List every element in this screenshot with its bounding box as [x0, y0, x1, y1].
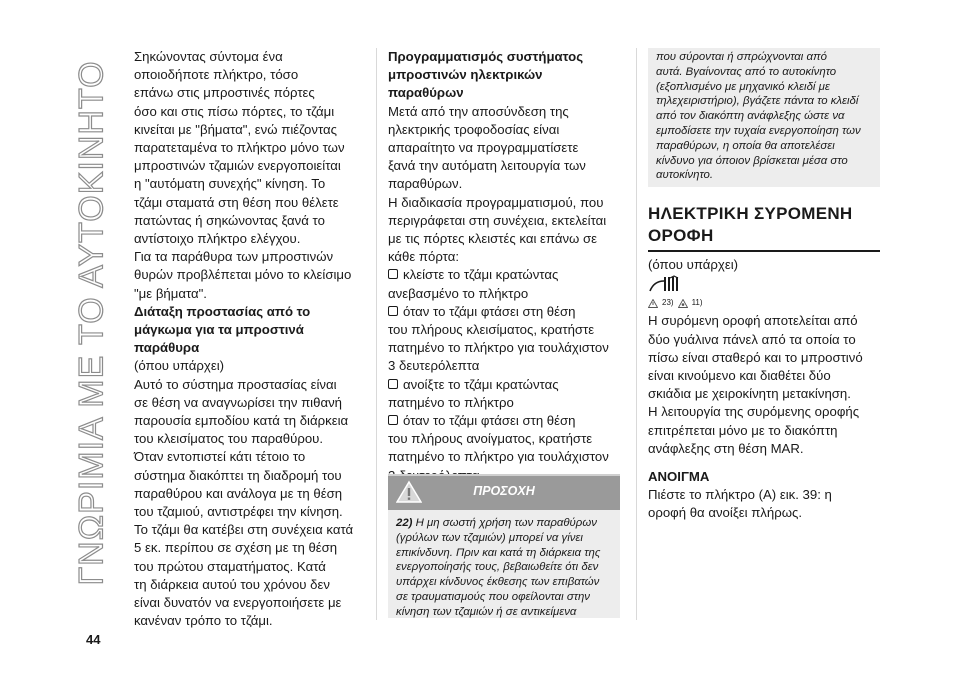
column-3: [648, 48, 880, 523]
chapter-side-title: [72, 48, 112, 598]
text-line: Σηκώνοντας σύντομα ένα: [134, 49, 283, 64]
text-line: εμποδίσετε την τυχαία ενεργοποίηση των: [656, 124, 861, 137]
text-line: Η λειτουργία της συρόμενης οροφής: [648, 404, 860, 420]
text-line: κανέναν τρόπο το τζάμι.: [134, 613, 273, 629]
warning-text: [388, 510, 620, 618]
col1-heading-anti-pinch: [134, 303, 364, 358]
text-line: Πιέστε το πλήκτρο (A) εικ. 39: η: [648, 487, 832, 503]
text-line: επάνω στις μπροστινές πόρτες: [134, 85, 315, 101]
text-line: ΟΡΟΦΗ: [648, 226, 714, 246]
text-line: παραθύρων: [388, 85, 464, 101]
text-line: του τζαμιού, αντιστρέφει την κίνηση.: [134, 504, 343, 520]
text-line: παραθύρου και ανάλογα με τη θέση: [134, 485, 343, 501]
text-line: Το τζάμι θα κατέβει στη συνέχεια κατά: [134, 522, 354, 538]
text-line: Μετά από την αποσύνδεση της: [388, 103, 569, 119]
text-line: ανάφλεξης στη θέση MAR.: [648, 440, 804, 456]
text-line: ΗΛΕΚΤΡΙΚΗ ΣΥΡΟΜΕΝΗ: [648, 204, 853, 224]
cross-references: [648, 296, 880, 310]
text-line: Όταν εντοπιστεί κάτι τέτοιο το: [134, 449, 306, 465]
text-line: αυτά. Βγαίνοντας από το αυτοκίνητο: [656, 65, 837, 78]
warning-line-text: Η μη σωστή χρήση των παραθύρων: [415, 517, 597, 529]
text-line: με τις πόρτες κλειστές και επάνω σε: [388, 231, 598, 247]
text-line: μάγκωμα για τα μπροστινά: [134, 322, 304, 338]
col2-heading-programming: [388, 48, 620, 103]
text-line: (εξοπλισμένο με μηχανικό κλειδί με: [656, 80, 830, 93]
step-item: ανοίξτε το τζάμι κρατώντας: [388, 376, 620, 394]
sunroof-icon: [648, 275, 682, 295]
text-line: θυρών προβλέπεται μόνο το κλείσιμο: [134, 267, 352, 283]
column-divider: [636, 48, 637, 620]
text-line: κινείται με "βήματα", ενώ πιέζοντας: [134, 121, 337, 137]
warning-line: [396, 605, 612, 620]
step-item-continued: του πλήρους ανοίγματος, κρατήστε: [388, 431, 593, 447]
step-item-continued: πατημένο το πλήκτρο: [388, 394, 514, 410]
text-line: όσο και στις πίσω πόρτες, το τζάμι: [134, 103, 335, 119]
warning-continuation: [648, 48, 880, 187]
text-line: (όπου υπάρχει): [134, 358, 225, 374]
text-line: τζάμι σταματά στη θέση που θέλετε: [134, 194, 339, 210]
text-line: μπροστινών ηλεκτρικών: [388, 67, 543, 83]
text-line: παράθυρα: [134, 340, 200, 356]
text-line: πίσω είναι σταθερό και το μπροστινό: [648, 349, 863, 365]
text-line: ξανά την αυτόματη λειτουργία των: [388, 158, 586, 174]
step-item-continued: του πλήρους κλεισίματος, κρατήστε: [388, 322, 595, 338]
col3-paragraph-sunroof: [648, 312, 880, 458]
text-line: παρουσία εμποδίου κατά τη διάρκεια: [134, 413, 349, 429]
text-line: του κλεισίματος του παραθύρου.: [134, 431, 324, 447]
text-line: η "αυτόματη συνεχής" κίνηση. Το: [134, 176, 326, 192]
warning-line-text: σε τραυματισμούς που οφείλονται στην: [396, 590, 590, 603]
warning-number: 22): [396, 517, 416, 529]
text-line: οποιοδήποτε πλήκτρο, τόσο: [134, 67, 299, 83]
warning-header: [388, 476, 620, 510]
warning-line: [396, 531, 612, 546]
warning-line-text: επικίνδυνη. Πριν και κατά τη διάρκεια της: [396, 546, 601, 559]
text-line: παραθύρων.: [388, 176, 463, 192]
text-line: αντίστοιχο πλήκτρο ελέγχου.: [134, 231, 301, 247]
sunroof-icon-row: [648, 274, 880, 296]
text-line: πατώντας ή σηκώνοντας ξανά το: [134, 212, 325, 228]
text-line: ηλεκτρικής τροφοδοσίας είναι: [388, 121, 560, 137]
col2-steps-list: [388, 266, 620, 484]
warning-line: [396, 575, 612, 590]
text-line: που σύρονται ή σπρώχνονται από: [656, 51, 827, 63]
text-line: σύστημα διακόπτει τη διαδρομή του: [134, 467, 342, 483]
text-line: Η συρόμενη οροφή αποτελείται από: [648, 313, 858, 329]
text-line: Προγραμματισμός συστήματος: [388, 49, 584, 64]
column-divider: [376, 48, 377, 620]
step-item-continued: ανεβασμένο το πλήκτρο: [388, 285, 529, 301]
warning-line: [396, 516, 612, 531]
col3-paragraph-opening: [648, 486, 880, 522]
text-line: τη διάρκεια αυτού του χρόνου δεν: [134, 576, 330, 592]
warning-line-text: κίνηση των τζαμιών ή σε αντικείμενα: [396, 605, 577, 618]
text-line: απαραίτητο να προγραμματίσετε: [388, 140, 579, 156]
column-2: [388, 48, 620, 485]
col1-paragraph-anti-pinch: [134, 357, 364, 630]
text-line: "με βήματα".: [134, 285, 207, 301]
step-item: όταν το τζάμι φτάσει στη θέση: [388, 412, 620, 430]
warning-line-text: (γρύλων των τζαμιών) μπορεί να γίνει: [396, 531, 583, 544]
step-item-continued: 3 δευτερόλεπτα: [388, 358, 480, 374]
warning-triangle-small-icon: [648, 299, 658, 308]
text-line: κάθε πόρτα:: [388, 249, 459, 265]
text-line: σε θέση να αναγνωρίσει την πιθανή: [134, 394, 342, 410]
text-line: περιγράφεται στη συνέχεια, εκτελείται: [388, 212, 607, 228]
section-title-sunroof: [648, 203, 880, 252]
text-line: Για τα παράθυρα των μπροστινών: [134, 249, 334, 265]
text-line: είναι δυνατόν να ενεργοποιήσετε με: [134, 595, 342, 611]
text-line: παραθύρων, η οποία θα αποτελέσει: [656, 139, 835, 152]
step-item: όταν το τζάμι φτάσει στη θέση: [388, 303, 620, 321]
subheading-opening: ΑΝΟΙΓΜΑ: [648, 469, 710, 484]
text-line: σκιάδια με χειροκίνητη μετακίνηση.: [648, 386, 851, 402]
text-line: Η διαδικασία προγραμματισμού, που: [388, 194, 604, 210]
step-item-continued: πατημένο το πλήκτρο για τουλάχιστον: [388, 340, 609, 356]
warning-line-text: ενεργοποίησής τους, βεβαιωθείτε ότι δεν: [396, 561, 599, 574]
step-item: κλείστε το τζάμι κρατώντας: [388, 266, 620, 284]
page-number: 44: [86, 632, 101, 647]
text-line: από τον διακόπτη ανάφλεξης ώστε να: [656, 110, 845, 123]
column-1: [134, 48, 364, 631]
chapter-side-title-text: ΓΝΩΡΙΜΙΑ ΜΕ ΤΟ ΑΥΤΟΚΙΝΗΤΟ: [72, 60, 111, 586]
text-line: οροφή θα ανοίξει πλήρως.: [648, 505, 803, 521]
text-line: επιτρέπεται μόνο με το διακόπτη: [648, 422, 838, 438]
text-line: Αυτό το σύστημα προστασίας είναι: [134, 376, 337, 392]
caution-triangle-small-icon: [678, 299, 688, 308]
warning-line-text: υπάρχει κίνδυνος έκθεσης των επιβατών: [396, 576, 600, 589]
warning-line: [396, 546, 612, 561]
text-line: αυτοκίνητο.: [656, 169, 714, 182]
reference-warning: 23): [662, 298, 674, 308]
text-line: τηλεχειριστήριο), βγάζετε πάντα το κλειδί: [656, 95, 859, 108]
text-line: κίνδυνο για όποιον βρίσκεται μέσα στο: [656, 154, 848, 167]
warning-line: [396, 590, 612, 605]
text-line: δύο γυάλινα πάνελ από τα οποία το: [648, 331, 856, 347]
warning-box: [388, 474, 620, 622]
step-item-continued: πατημένο το πλήκτρο για τουλάχιστον: [388, 449, 609, 465]
warning-title: ΠΡΟΣΟΧΗ: [473, 484, 535, 498]
col1-paragraph-windows: [134, 48, 364, 303]
text-line: μπροστινών τζαμιών ενεργοποιείται: [134, 158, 341, 174]
reference-caution: 11): [691, 298, 703, 308]
text-line: είναι κινούμενο και διαθέτει δύο: [648, 367, 831, 383]
warning-line: [396, 560, 612, 575]
col2-paragraph-programming: [388, 103, 620, 267]
text-line: του πρώτου σταματήματος. Κατά: [134, 558, 326, 574]
text-line: Διάταξη προστασίας από το: [134, 303, 311, 319]
text-line: 5 εκ. περίπου σε σχέση με τη θέση: [134, 540, 338, 556]
availability-note: (όπου υπάρχει): [648, 257, 739, 273]
text-line: παρατεταμένα το πλήκτρο μόνο των: [134, 140, 345, 156]
